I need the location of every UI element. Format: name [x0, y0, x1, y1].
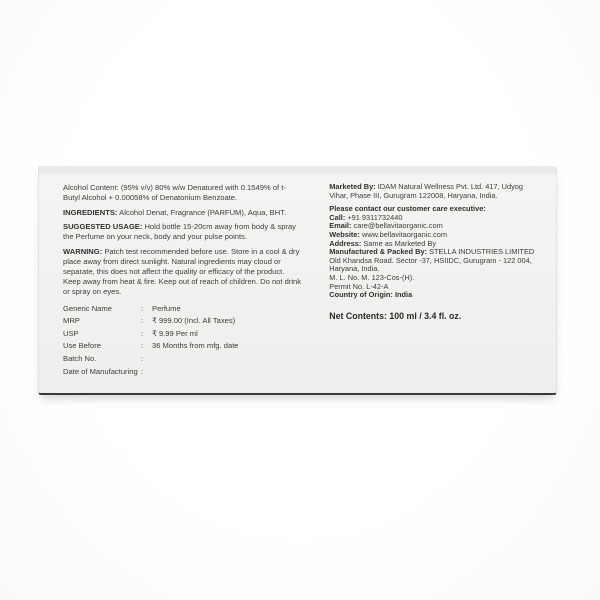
- website-label: Website:: [329, 229, 360, 239]
- alcohol-content-text: Alcohol Content: (95% v/v) 80% w/w Denatured with 0.1549% of t-Butyl Alcohol + 0.00058% of Denatonium Benzoate.: [63, 183, 286, 202]
- marketed-by-paragraph: [329, 183, 536, 200]
- net-contents-label: Net Contents:: [329, 310, 387, 321]
- customer-care-heading: Please contact our customer care executive:: [329, 204, 486, 214]
- table-row-usp: [63, 326, 302, 339]
- marketed-by-text: IDAM Natural Wellness Pvt. Ltd. 417, Udyog Vihar, Phase III, Gurugram 122008, Haryana, India.: [329, 182, 524, 200]
- net-contents: [329, 311, 536, 321]
- call-value: +91 9311732440: [347, 212, 403, 222]
- email-label: Email:: [329, 221, 352, 231]
- address-label: Address:: [329, 238, 362, 248]
- manufactured-by-paragraph: [329, 248, 536, 274]
- suggested-usage-label: SUGGESTED USAGE:: [63, 222, 143, 231]
- table-row-batch-no: [63, 351, 302, 364]
- row-separator: :: [141, 353, 144, 363]
- ml-number: M. L. No. M. 123-Cos-(H).: [329, 272, 415, 282]
- perfume-box-back-label: [38, 166, 557, 395]
- row-separator: :: [141, 366, 144, 376]
- marketed-by-label: Marketed By:: [329, 182, 376, 191]
- row-label: Generic Name: [63, 303, 112, 313]
- permit-number: Permit No. L-42-A: [329, 281, 389, 291]
- suggested-usage-paragraph: [63, 222, 302, 242]
- row-separator: :: [141, 341, 144, 351]
- row-value: ₹ 9.99 Per ml: [152, 328, 198, 338]
- row-separator: :: [141, 316, 144, 326]
- label-left-column: [63, 183, 302, 377]
- warning-text: Patch test recommended before use. Store in a cool & dry place away from direct sunlight. Natural ingredients may cloud or separate, this does not affect the quality or efficacy of the product. Keep away from heat & fire. Keep out of reach of children. Do not drink or spray on eyes.: [63, 246, 302, 296]
- row-value: Perfume: [152, 303, 181, 313]
- ingredients-paragraph: [63, 208, 302, 218]
- warning-label: WARNING:: [63, 246, 103, 256]
- manufactured-by-text: STELLA INDUSTRIES LIMITED Old Khandsa Road. Sector -37, HSIIDC, Gurugram - 122 004, Haryana, India.: [329, 247, 535, 274]
- website-value: www.bellavitaorganic.com: [362, 229, 448, 239]
- country-of-origin-label: Country of Origin:: [329, 290, 393, 300]
- email-value: care@bellavitaorganic.com: [353, 221, 443, 231]
- table-row-mrp: [63, 314, 302, 327]
- row-value: 36 Months from mfg. date: [152, 341, 239, 351]
- row-label: MRP: [63, 316, 80, 326]
- row-label: Date of Manufacturing: [63, 366, 138, 376]
- country-of-origin: [329, 291, 536, 300]
- country-of-origin-value: India: [394, 290, 413, 300]
- warning-paragraph: [63, 247, 302, 297]
- suggested-usage-text: Hold bottle 15-20cm away from body & spray the Perfume on your neck, body and your pulse points.: [63, 222, 296, 241]
- net-contents-value: 100 ml / 3.4 fl. oz.: [389, 310, 462, 321]
- table-row-generic-name: [63, 301, 302, 314]
- manufactured-by-label: Manufactured & Packed By:: [329, 247, 428, 257]
- ingredients-label: INGREDIENTS:: [63, 207, 118, 217]
- row-label: Use Before: [63, 341, 101, 351]
- label-content: [39, 166, 556, 377]
- row-separator: :: [141, 303, 144, 313]
- row-label: USP: [63, 328, 79, 338]
- label-right-column: [329, 183, 536, 377]
- row-label: Batch No.: [63, 353, 97, 363]
- address-value: Same as Marketed By: [363, 238, 437, 248]
- ingredients-text: Alcohol Denat, Fragrance (PARFUM), Aqua, BHT.: [119, 207, 287, 217]
- call-label: Call:: [329, 212, 346, 222]
- product-details-table: [63, 301, 302, 377]
- row-separator: :: [141, 328, 144, 338]
- table-row-date-of-manufacturing: [63, 364, 302, 377]
- table-row-use-before: [63, 339, 302, 352]
- row-value: ₹ 999.00 (Incl. All Taxes): [152, 316, 236, 326]
